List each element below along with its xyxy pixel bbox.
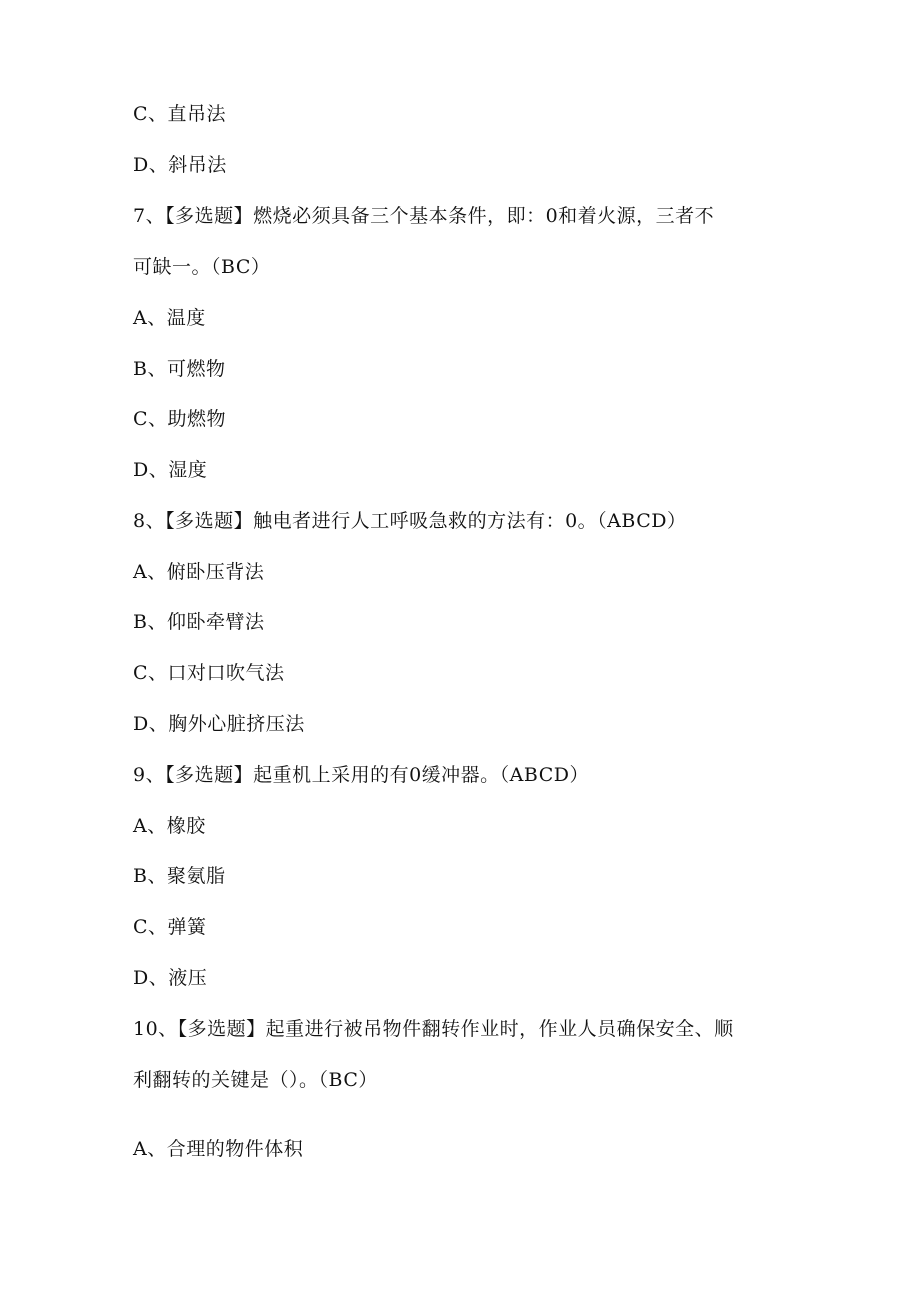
option-c-q8: C、口对口吹气法 (133, 662, 285, 684)
option-d-q9: D、液压 (133, 967, 208, 989)
question-7-line-2: 可缺一。（BC） (133, 256, 271, 278)
option-c-q7: C、助燃物 (133, 408, 227, 430)
option-b-q8: B、仰卧牵臂法 (133, 611, 265, 633)
option-c-q9: C、弹簧 (133, 916, 207, 938)
option-b-q9: B、聚氨脂 (133, 865, 226, 887)
option-c-q6: C、直吊法 (133, 103, 227, 125)
option-a-q9: A、橡胶 (133, 815, 206, 837)
question-8: 8、【多选题】触电者进行人工呼吸急救的方法有：0。（ABCD） (133, 510, 687, 532)
option-a-q10: A、合理的物件体积 (133, 1138, 304, 1160)
option-a-q7: A、温度 (133, 307, 206, 329)
question-7-line-1: 7、【多选题】燃烧必须具备三个基本条件，即：0和着火源，三者不 (133, 205, 715, 227)
option-d-q6: D、斜吊法 (133, 154, 227, 176)
question-9: 9、【多选题】起重机上采用的有0缓冲器。（ABCD） (133, 764, 589, 786)
question-10-line-1: 10、【多选题】起重进行被吊物件翻转作业时，作业人员确保安全、顺 (133, 1018, 734, 1040)
option-d-q7: D、湿度 (133, 459, 208, 481)
option-d-q8: D、胸外心脏挤压法 (133, 713, 305, 735)
option-b-q7: B、可燃物 (133, 358, 226, 380)
question-10-line-2: 利翻转的关键是（）。（BC） (133, 1069, 378, 1091)
option-a-q8: A、俯卧压背法 (133, 561, 265, 583)
